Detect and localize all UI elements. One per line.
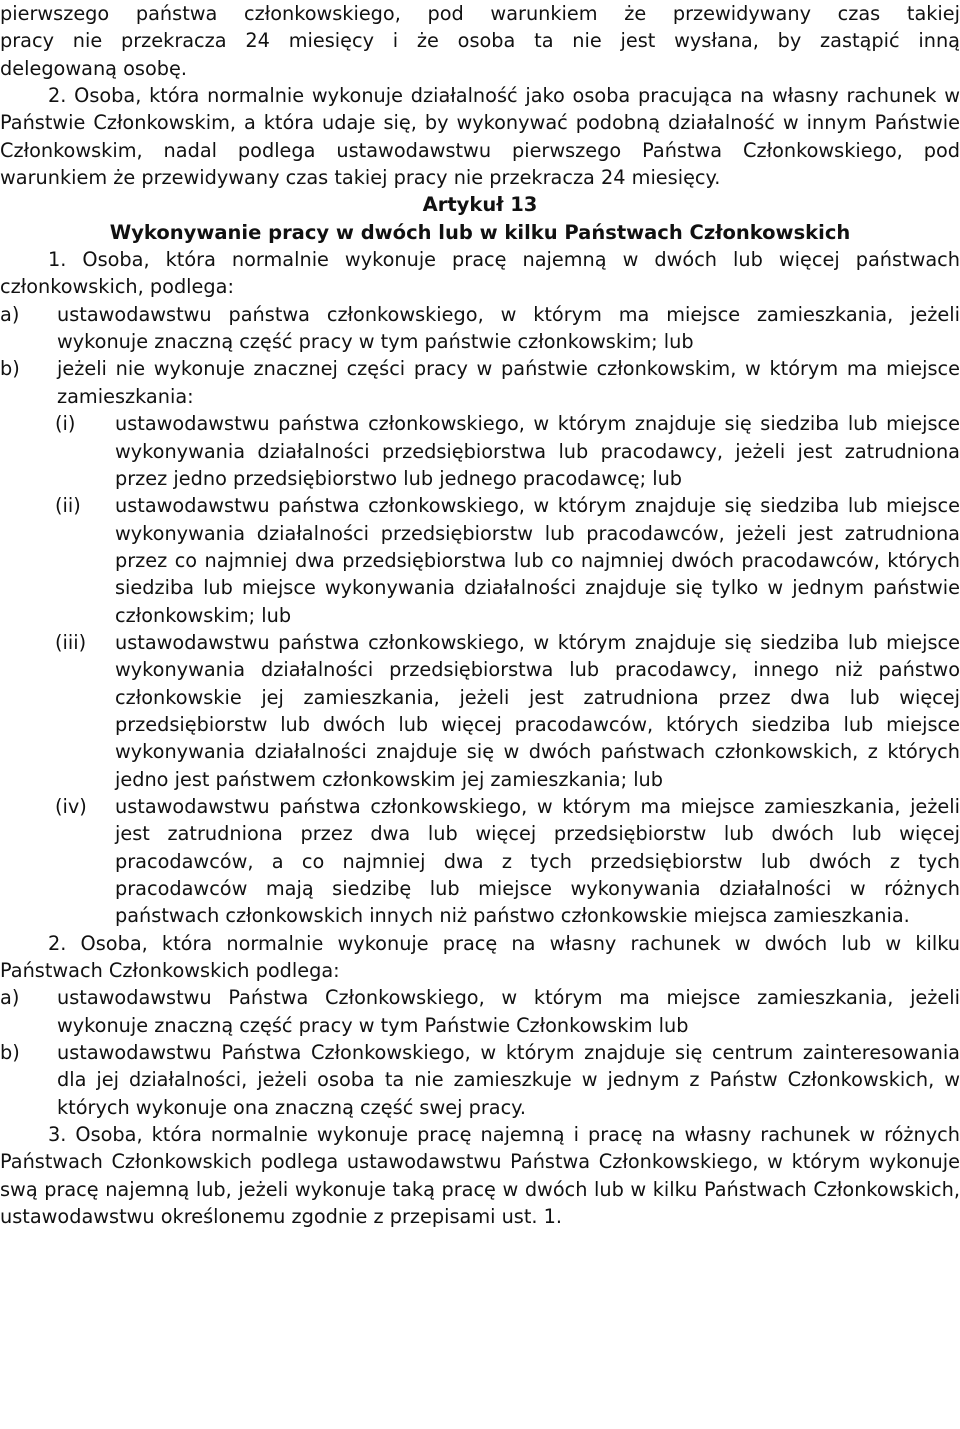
previous-paragraph-2: 2. Osoba, która normalnie wykonuje działalność jako osoba pracująca na własny rachunek w Państwie Członkowskim, a która udaje się, by wykonywać podobną działalność w innym Państwie Członkowskim, nadal podlega ustawodawstwu pierwszego Państwa Członkowskiego, pod warunkiem że przewidywany czas takiej pracy nie przekracza 24 miesięcy. <box>0 84 960 190</box>
article-title: Wykonywanie pracy w dwóch lub w kilku Państwach Członkowskich <box>109 220 851 244</box>
item-text: jeżeli nie wykonuje znacznej części pracy w państwie członkowskim, w którym ma miejsce zamieszkania: <box>57 357 960 408</box>
item-label: a) <box>0 986 20 1010</box>
previous-text-line-3: delegowaną osobę. <box>0 56 187 80</box>
subitem-label: (ii) <box>55 494 81 518</box>
list-subitem-iii <box>0 629 960 793</box>
previous-text-line-1: pierwszego państwa członkowskiego, pod warunkiem że przewidywany czas takiej <box>0 2 960 25</box>
item-text: ustawodawstwu Państwa Członkowskiego, w którym znajduje się centrum zainteresowania dla jej działalności, jeżeli osoba ta nie zamieszkuje w jednym z Państw Członkowskich, w których wykonuje ona znaczną część swej pracy. <box>57 1041 960 1119</box>
subitem-text: ustawodawstwu państwa członkowskiego, w którym znajduje się siedziba lub miejsce wykonywania działalności przedsiębiorstwa lub pracodawcy, innego niż państwo członkowskie jej zamieszkania, jeżeli jest zatrudniona przez dwa lub więcej przedsiębiorstw lub dwóch lub więcej pracodawców, których siedziba lub miejsce wykonywania działalności znajduje się w dwóch państwach członkowskich, z których jedno jest państwem członkowskim jej zamieszkania; lub <box>115 630 960 791</box>
subitem-label: (i) <box>55 412 76 436</box>
paragraph-2-intro: 2. Osoba, która normalnie wykonuje pracę na własny rachunek w dwóch lub w kilku Państwach Członkowskich podlega: <box>0 931 960 983</box>
subitem-text: ustawodawstwu państwa członkowskiego, w którym znajduje się siedziba lub miejsce wykonywania działalności przedsiębiorstwa lub pracodawcy, jeżeli jest zatrudniona przez jedno przedsiębiorstwo lub jednego pracodawcę; lub <box>115 412 960 490</box>
subitem-text: ustawodawstwu państwa członkowskiego, w którym ma miejsce zamieszkania, jeżeli jest zatrudniona przez dwa lub więcej przedsiębiorstw lub dwóch lub więcej pracodawców, a co najmniej dwa z tych przedsiębiorstw lub dwóch z tych pracodawców mają siedzibę lub miejsce wykonywania działalności w różnych państwach członkowskich innych niż państwo członkowskie miejsca zamieszkania. <box>115 794 960 928</box>
item-text: ustawodawstwu Państwa Członkowskiego, w którym ma miejsce zamieszkania, jeżeli wykonuje znaczną część pracy w tym Państwie Członkowskim lub <box>57 986 960 1037</box>
subitem-label: (iii) <box>55 630 87 654</box>
paragraph-1-intro: 1. Osoba, która normalnie wykonuje pracę najemną w dwóch lub więcej państwach członkowskich, podlega: <box>0 248 960 299</box>
list-item-2b <box>0 1039 960 1121</box>
item-label: b) <box>0 1041 20 1065</box>
list-item-1a <box>0 301 960 356</box>
paragraph-3: 3. Osoba, która normalnie wykonuje pracę najemną i pracę na własny rachunek w różnych Państwach Członkowskich podlega ustawodawstwu Państwa Członkowskiego, w którym wykonuje swą pracę najemną lub, jeżeli wykonuje taką pracę w dwóch lub w kilku Państwach Członkowskich, ustawodawstwu określonemu zgodnie z przepisami ust. 1. <box>0 1123 960 1229</box>
list-subitem-ii <box>0 492 960 629</box>
previous-text-line-2: pracy nie przekracza 24 miesięcy i że osoba ta nie jest wysłana, by zastąpić inną <box>0 29 960 53</box>
subitem-text: ustawodawstwu państwa członkowskiego, w którym znajduje się siedziba lub miejsce wykonywania działalności przedsiębiorstw lub pracodawców, jeżeli jest zatrudniona przez co najmniej dwa przedsiębiorstwa lub co najmniej dwóch pracodawców, których siedziba lub miejsce wykonywania działalności znajduje się tylko w jednym państwie członkowskim; lub <box>115 494 960 627</box>
item-text: ustawodawstwu państwa członkowskiego, w którym ma miejsce zamieszkania, jeżeli wykonuje znaczną część pracy w tym państwie członkowskim; lub <box>57 302 960 354</box>
list-subitem-iv <box>0 793 960 930</box>
article-number: Artykuł 13 <box>422 193 538 217</box>
list-subitem-i <box>0 410 960 492</box>
list-item-1b <box>0 355 960 410</box>
subitem-label: (iv) <box>55 794 87 818</box>
item-label: a) <box>0 302 20 326</box>
item-label: b) <box>0 357 20 381</box>
list-item-2a <box>0 984 960 1039</box>
